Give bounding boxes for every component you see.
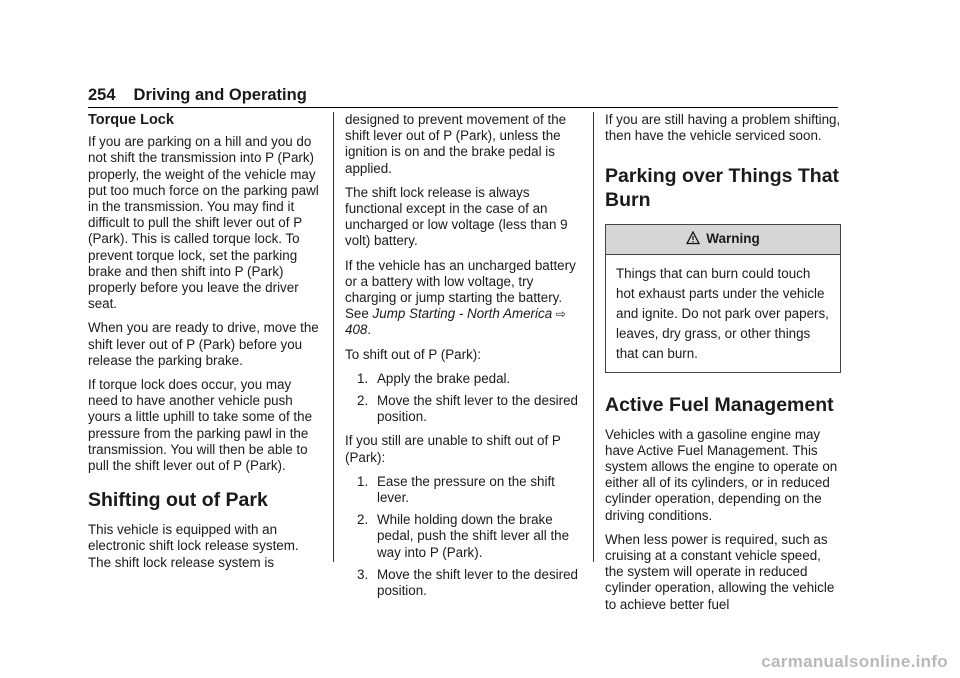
paragraph: If you are parking on a hill and you do not shift the transmission into P (Park) properly, the weight of the vehicle may put too much force on the parking pawl in the transmission. You may find it difficult to pull the shift lever out of P (Park). This is called torque lock. To prevent torque lock, set the parking brake and then shift into P (Park) properly before you leave the driver seat. <box>88 134 319 312</box>
list-item: 1. Apply the brake pedal. <box>357 370 511 386</box>
paragraph: If you still are unable to shift out of P (Park): <box>345 433 561 465</box>
page-reference-arrow-icon: ⇨ <box>555 307 566 322</box>
list-item: 1. Ease the pressure on the shift lever. <box>357 473 555 506</box>
column-3 <box>605 112 841 621</box>
paragraph-with-reference: If the vehicle has an uncharged battery or a battery with low voltage, try charging or jump starting the battery. See Jump Starting - North America ⇨ 408. <box>345 257 576 338</box>
parking-over-things-heading: Parking over Things That Burn <box>605 165 840 212</box>
column-2 <box>345 112 583 607</box>
page-header <box>88 86 838 108</box>
paragraph: To shift out of P (Park): <box>345 346 481 362</box>
paragraph: Vehicles with a gasoline engine may have Active Fuel Management. This system allows the engine to operate on either all of its cylinders, or in reduced cylinder operation, depending on the driving conditions. <box>605 426 838 523</box>
paragraph: designed to prevent movement of the shift lever out of P (Park), unless the ignition is on and the brake pedal is applied. <box>345 112 567 176</box>
column-divider <box>593 112 594 562</box>
column-1 <box>88 112 324 579</box>
section-title: Driving and Operating <box>133 86 307 104</box>
list-item: 2. Move the shift lever to the desired position. <box>357 393 578 425</box>
watermark: carmanualsonline.info <box>761 652 948 671</box>
column-divider <box>333 112 334 562</box>
shifting-out-of-park-heading: Shifting out of Park <box>88 489 268 512</box>
warning-box <box>605 224 841 372</box>
list-item: 2. While holding down the brake pedal, push the shift lever all the way into P (Park). <box>357 512 570 560</box>
list-item: 3. Move the shift lever to the desired position. <box>357 566 578 599</box>
paragraph: This vehicle is equipped with an electronic shift lock release system. The shift lock release system is <box>88 522 299 570</box>
active-fuel-management-heading: Active Fuel Management <box>605 393 834 416</box>
page-number: 254 <box>88 86 116 104</box>
warning-triangle-icon <box>686 231 700 245</box>
page-reference[interactable]: 408 <box>345 322 368 338</box>
paragraph: When less power is required, such as cruising at a constant vehicle speed, the system will operate in reduced cylinder operation, allowing the vehicle to achieve better fuel <box>605 531 835 612</box>
steps-list <box>345 474 583 599</box>
torque-lock-heading: Torque Lock <box>88 112 174 128</box>
steps-list <box>345 371 583 426</box>
paragraph: If torque lock does occur, you may need to have another vehicle push yours a little uphill to take some of the pressure from the parking pawl in the transmission. You will then be able to pull the shift lever out of P (Park). <box>88 377 313 474</box>
warning-title: Warning <box>706 231 760 247</box>
jump-starting-link[interactable]: Jump Starting - North America <box>372 306 553 322</box>
warning-header <box>606 225 840 254</box>
paragraph: The shift lock release is always functional except in the case of an uncharged or low voltage (less than 9 volt) battery. <box>345 184 568 249</box>
paragraph: If you are still having a problem shifting, then have the vehicle serviced soon. <box>605 112 841 144</box>
warning-text: Things that can burn could touch hot exhaust parts under the vehicle and ignite. Do not park over papers, leaves, dry grass, or other things that can burn. <box>616 265 829 361</box>
paragraph: When you are ready to drive, move the shift lever out of P (Park) before you release the parking brake. <box>88 320 319 368</box>
